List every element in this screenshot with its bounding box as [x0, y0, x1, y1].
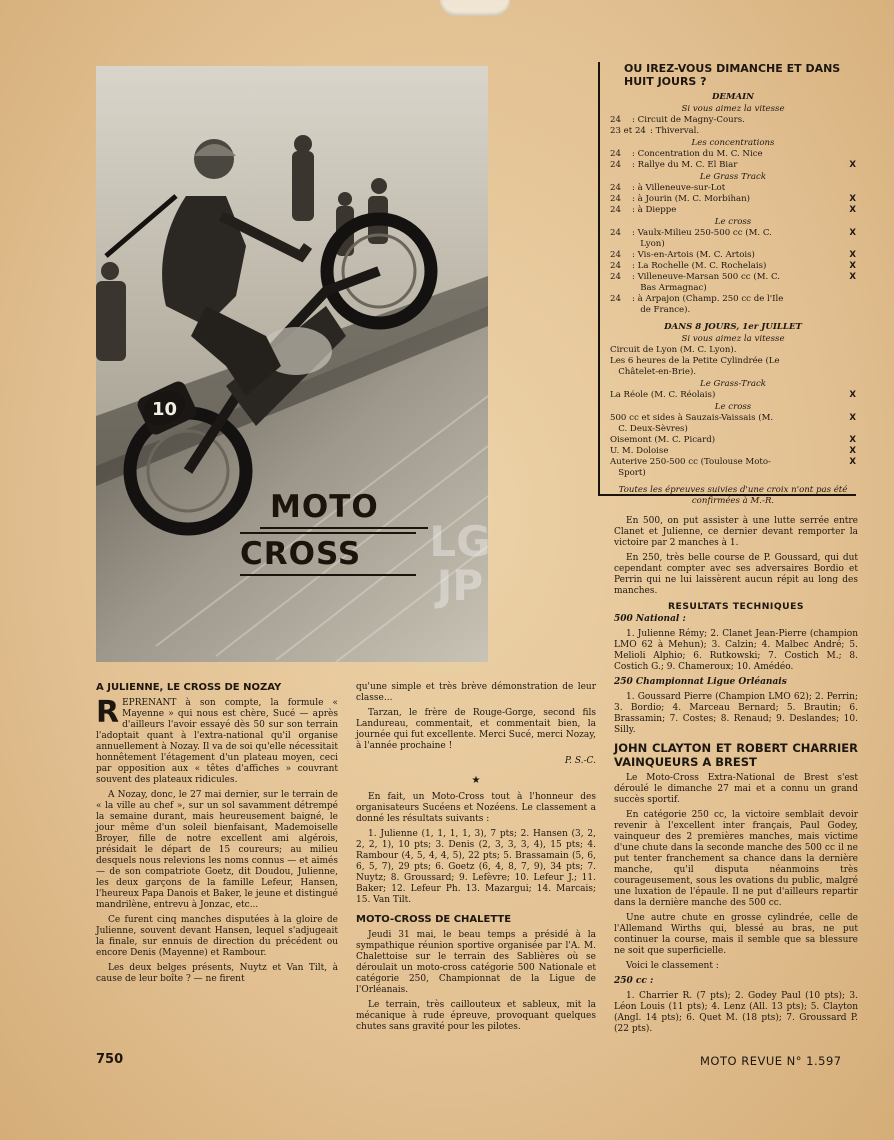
- headline-brest: JOHN CLAYTON ET ROBERT CHARRIER VAINQUEURS A BREST: [614, 741, 858, 769]
- event-name: Auterive 250-500 cc (Toulouse Moto- Sport): [610, 457, 771, 478]
- event-row: [610, 205, 856, 216]
- events-section-head: DEMAIN: [711, 92, 755, 102]
- event-row: [610, 413, 856, 435]
- events-category: Le Grass-Track: [699, 379, 767, 389]
- event-name: : Vis-en-Artois (M. C. Artois): [632, 250, 755, 260]
- unconfirmed-mark: [844, 294, 856, 316]
- title-cross: CROSS: [240, 536, 362, 572]
- paragraph: En catégorie 250 cc, la victoire semblait devoir revenir à l'excellent inter français, Paul Godey, vainqueur des 2 premières manches, mais victime d'une chute dans la seconde manche des 500 cc il ne put tenter franchement sa chance dans la dernière manche, qu'il disputa néanmoins très courageusement, sous les ovations du public, malgré une luxation de l'épaule. Il ne put d'ailleurs repartir dans la dernière manche des 500 cc.: [614, 810, 858, 908]
- paragraph: qu'une simple et très brève démonstration de leur classe...: [356, 682, 596, 703]
- headline-chalette: MOTO-CROSS DE CHALETTE: [356, 914, 512, 925]
- event-date: 24: [610, 272, 621, 282]
- unconfirmed-mark: X: [849, 272, 856, 282]
- event-name: La Réole (M. C. Réolais): [610, 390, 716, 400]
- title-moto: MOTO: [270, 489, 379, 525]
- events-category: Les concentrations: [691, 138, 775, 148]
- event-row: [610, 294, 856, 316]
- event-date: 24: [610, 261, 621, 271]
- page-number: 750: [96, 1052, 124, 1067]
- event-row: [610, 160, 856, 171]
- event-name: : Thiverval.: [650, 126, 700, 136]
- event-row: [610, 272, 856, 294]
- unconfirmed-mark: X: [849, 446, 856, 456]
- event-row: [610, 149, 856, 160]
- event-date: 24: [610, 205, 621, 215]
- unconfirmed-mark: [844, 356, 856, 378]
- events-box-title: OU IREZ-VOUS DIMANCHE ET DANS HUIT JOURS ?: [624, 62, 841, 88]
- event-name: U. M. Doloise: [610, 446, 669, 456]
- paragraph: Jeudi 31 mai, le beau temps a présidé à la sympathique réunion sportive organisée par l'A. M. Chalettoise sur le terrain des Sablières où se déroulait un moto-cross catégorie 500 Nationale et catégorie 250, Championnat de la Ligue de l'Orléanais.: [356, 930, 596, 995]
- events-note: Toutes les épreuves suivies d'une croix n'ont pas été confirmées à M.-R.: [618, 485, 848, 506]
- events-category: Si vous aimez la vitesse: [681, 104, 785, 114]
- events-category: Le Grass Track: [699, 172, 767, 182]
- event-name: : Circuit de Magny-Cours.: [632, 115, 745, 125]
- unconfirmed-mark: X: [849, 413, 856, 423]
- article-column-left: [96, 682, 338, 989]
- unconfirmed-mark: X: [849, 390, 856, 400]
- paragraph: REPRENANT à son compte, la formule « Mayenne » qui nous est chère, Sucé — après d'ailleurs l'avoir essayé dès 50 sur son terrain l'adoptait quant à l'extra-national qu'il organise annuellement à Nozay. Il va de soi qu'elle nécessitait honnêtement l'étagement d'un plateau moyen, ceci par opposition aux « têtes d'affiches » couvrant souvent des plateaux ridicules.: [96, 695, 338, 785]
- unconfirmed-mark: X: [849, 194, 856, 204]
- paragraph: Ce furent cinq manches disputées à la gloire de Julienne, souvent devant Hansen, lequel s'adjugeait la finale, sur ennuis de direction du précédent ou encore Denis (Mayenne) et Rambour.: [96, 915, 338, 958]
- unconfirmed-mark: X: [849, 205, 856, 215]
- author-signature: P. S.-C.: [564, 756, 596, 766]
- event-row: [610, 183, 856, 194]
- event-name: : Villeneuve-Marsan 500 cc (M. C. Bas Armagnac): [632, 272, 780, 293]
- paragraph: En 250, très belle course de P. Goussard, qui dut cependant compter avec ses adversaires Bordio et Perrin qui ne lui laissèrent aucun répit au long des manches.: [614, 553, 858, 596]
- results-list: 1. Julienne (1, 1, 1, 1, 3), 7 pts; 2. Hansen (3, 2, 2, 2, 1), 10 pts; 3. Denis (2, 3, 3, 3, 4), 15 pts; 4. Rambour (4, 5, 4, 4, 5), 22 pts; 5. Brassamain (5, 6, 6, 5, 7), 29 pts; 6. Goetz (6, 4, 8, 7, 9), 34 pts; 7. Nuytz; 8. Groussard; 9. Lefèvre; 10. Lefeur J.; 11. Baker; 12. Lefeur Ph. 13. Mazargui; 14. Marcais; 15. Van Tilt.: [356, 829, 596, 905]
- event-name: Les 6 heures de la Petite Cylindrée (Le Châtelet-en-Brie).: [610, 356, 780, 377]
- unconfirmed-mark: X: [849, 457, 856, 467]
- event-name: : Vaulx-Milieu 250-500 cc (M. C. Lyon): [632, 228, 772, 249]
- paragraph: Tarzan, le frère de Rouge-Gorge, second fils Landureau, commentait, et commentait bien, la journée qui fut excellente. Merci Sucé, merci Nozay, à l'année prochaine !: [356, 708, 596, 751]
- event-date: 24: [610, 194, 621, 204]
- event-name: Oisemont (M. C. Picard): [610, 435, 716, 445]
- unconfirmed-mark: [844, 183, 856, 194]
- unconfirmed-mark: X: [849, 228, 856, 238]
- unconfirmed-mark: X: [849, 250, 856, 260]
- event-row: [610, 345, 856, 356]
- event-name: : Concentration du M. C. Nice: [632, 149, 763, 159]
- category-label: 500 National :: [614, 614, 686, 624]
- category-label: 250 Championnat Ligue Orléanais: [614, 677, 787, 687]
- paragraph: Une autre chute en grosse cylindrée, celle de l'Allemand Wirths qui, blessé au bras, ne put continuer la course, mais il semble que sa blessure ne soit que superficielle.: [614, 913, 858, 956]
- paragraph: En fait, un Moto-Cross tout à l'honneur des organisateurs Sucéens et Nozéens. Le classement a donné les résultats suivants :: [356, 792, 596, 824]
- event-name: : à Dieppe: [632, 205, 677, 215]
- event-date: 24: [610, 294, 621, 304]
- paragraph: Le Moto-Cross Extra-National de Brest s'est déroulé le dimanche 27 mai et a connu un grand succès sportif.: [614, 773, 858, 805]
- results-list: 1. Charrier R. (7 pts); 2. Godey Paul (10 pts); 3. Léon Louis (11 pts); 4. Lenz (All. 13 pts); 5. Clayton (Angl. 14 pts); 6. Quet M. (18 pts); 7. Groussard P. (22 pts).: [614, 991, 858, 1034]
- event-name: : à Arpajon (Champ. 250 cc de l'Ile de France).: [632, 294, 784, 315]
- event-name: : à Villeneuve-sur-Lot: [632, 183, 726, 193]
- paragraph: En 500, on put assister à une lutte serrée entre Clanet et Julienne, ce dernier devant remporter la victoire par 2 manches à 1.: [614, 516, 858, 548]
- unconfirmed-mark: [844, 345, 856, 356]
- event-name: : Rallye du M. C. El Biar: [632, 160, 738, 170]
- unconfirmed-mark: X: [849, 261, 856, 271]
- event-date: 24: [610, 250, 621, 260]
- event-date: 24: [610, 115, 621, 125]
- event-date: 24: [610, 149, 621, 159]
- watermark-logo: LG JP: [429, 517, 491, 610]
- event-row: [610, 228, 856, 250]
- event-row: [610, 261, 856, 272]
- results-list: 1. Goussard Pierre (Champion LMO 62); 2. Perrin; 3. Bordio; 4. Marceau Bernard; 5. Brautin; 6. Brassamin; 7. Costes; 8. Renaud; 9. Deslandes; 10. Silly.: [614, 692, 858, 735]
- events-category: Le cross: [714, 217, 752, 227]
- title-rule: [240, 532, 416, 534]
- unconfirmed-mark: X: [849, 435, 856, 445]
- events-tomorrow-list: [610, 104, 856, 316]
- paragraph: Le terrain, très caillouteux et sableux, mit la mécanique à rude épreuve, provoquant quelques chutes sans gravité pour les pilotes.: [356, 1000, 596, 1032]
- event-date: 23 et 24: [610, 126, 646, 136]
- event-name: : à Jourin (M. C. Morbihan): [632, 194, 750, 204]
- event-row: [610, 356, 856, 378]
- events-box: [598, 62, 856, 506]
- page-notch: [440, 0, 510, 16]
- unconfirmed-mark: X: [849, 160, 856, 170]
- event-name: Circuit de Lyon (M. C. Lyon).: [610, 345, 737, 355]
- event-row: [610, 194, 856, 205]
- events-category: Le cross: [714, 402, 752, 412]
- drop-cap: R: [96, 695, 120, 730]
- star-separator: ★: [471, 775, 481, 786]
- article-column-right: [614, 516, 858, 1039]
- event-row: [610, 457, 856, 479]
- results-subheading: RESULTATS TECHNIQUES: [667, 601, 805, 612]
- title-rule: [240, 574, 416, 576]
- event-date: 24: [610, 160, 621, 170]
- results-list: 1. Julienne Rémy; 2. Clanet Jean-Pierre (champion LMO 62 à Mehun); 3. Calzin; 4. Malbec André; 5. Melioli Alphio; 6. Rutkowski; 7. Costich M.; 8. Costich G.; 9. Chameroux; 10. Amédéo.: [614, 629, 858, 672]
- event-date: 24: [610, 228, 621, 238]
- event-row: [610, 446, 856, 457]
- unconfirmed-mark: [844, 126, 856, 137]
- category-label: 250 cc :: [614, 976, 654, 986]
- event-row: [610, 390, 856, 401]
- events-category: Si vous aimez la vitesse: [681, 334, 785, 344]
- paragraph: Voici le classement :: [626, 961, 719, 971]
- events-section-head: DANS 8 JOURS, 1er JUILLET: [664, 322, 802, 332]
- number-plate-text: 10: [152, 399, 178, 420]
- event-name: 500 cc et sides à Sauzais-Vaissais (M. C. Deux-Sèvres): [610, 413, 774, 434]
- event-row: [610, 250, 856, 261]
- headline-nozay: A JULIENNE, LE CROSS DE NOZAY: [96, 682, 282, 693]
- unconfirmed-mark: [844, 115, 856, 126]
- article-column-middle: [356, 682, 596, 1037]
- event-row: [610, 126, 856, 137]
- event-name: : La Rochelle (M. C. Rochelais): [632, 261, 767, 271]
- unconfirmed-mark: [844, 149, 856, 160]
- events-later-list: [610, 334, 856, 479]
- event-row: [610, 435, 856, 446]
- paragraph: Les deux belges présents, Nuytz et Van Tilt, à cause de leur boîte ? — ne firent: [96, 963, 338, 984]
- event-date: 24: [610, 183, 621, 193]
- event-row: [610, 115, 856, 126]
- paragraph: A Nozay, donc, le 27 mai dernier, sur le terrain de « la ville au chef », sur un sol savamment détrempé la semaine durant, mais heureusement baigné, le jour même d'un soleil bienfaisant, Mademoiselle Broyer, fille de notre excellent ami algérois, présidait le départ de 15 coureurs; au milieu desquels nous relevions les noms connus — et aimés — de son compatriote Goetz, dit Doudou, Julienne, les deux garçons de la famille Lefeur, Hansen, l'heureux Papa Danois et Baker, le jeune et distingué mandrilène, entrevu à Jonzac, etc...: [96, 790, 338, 910]
- magazine-issue: MOTO REVUE N° 1.597: [700, 1054, 842, 1068]
